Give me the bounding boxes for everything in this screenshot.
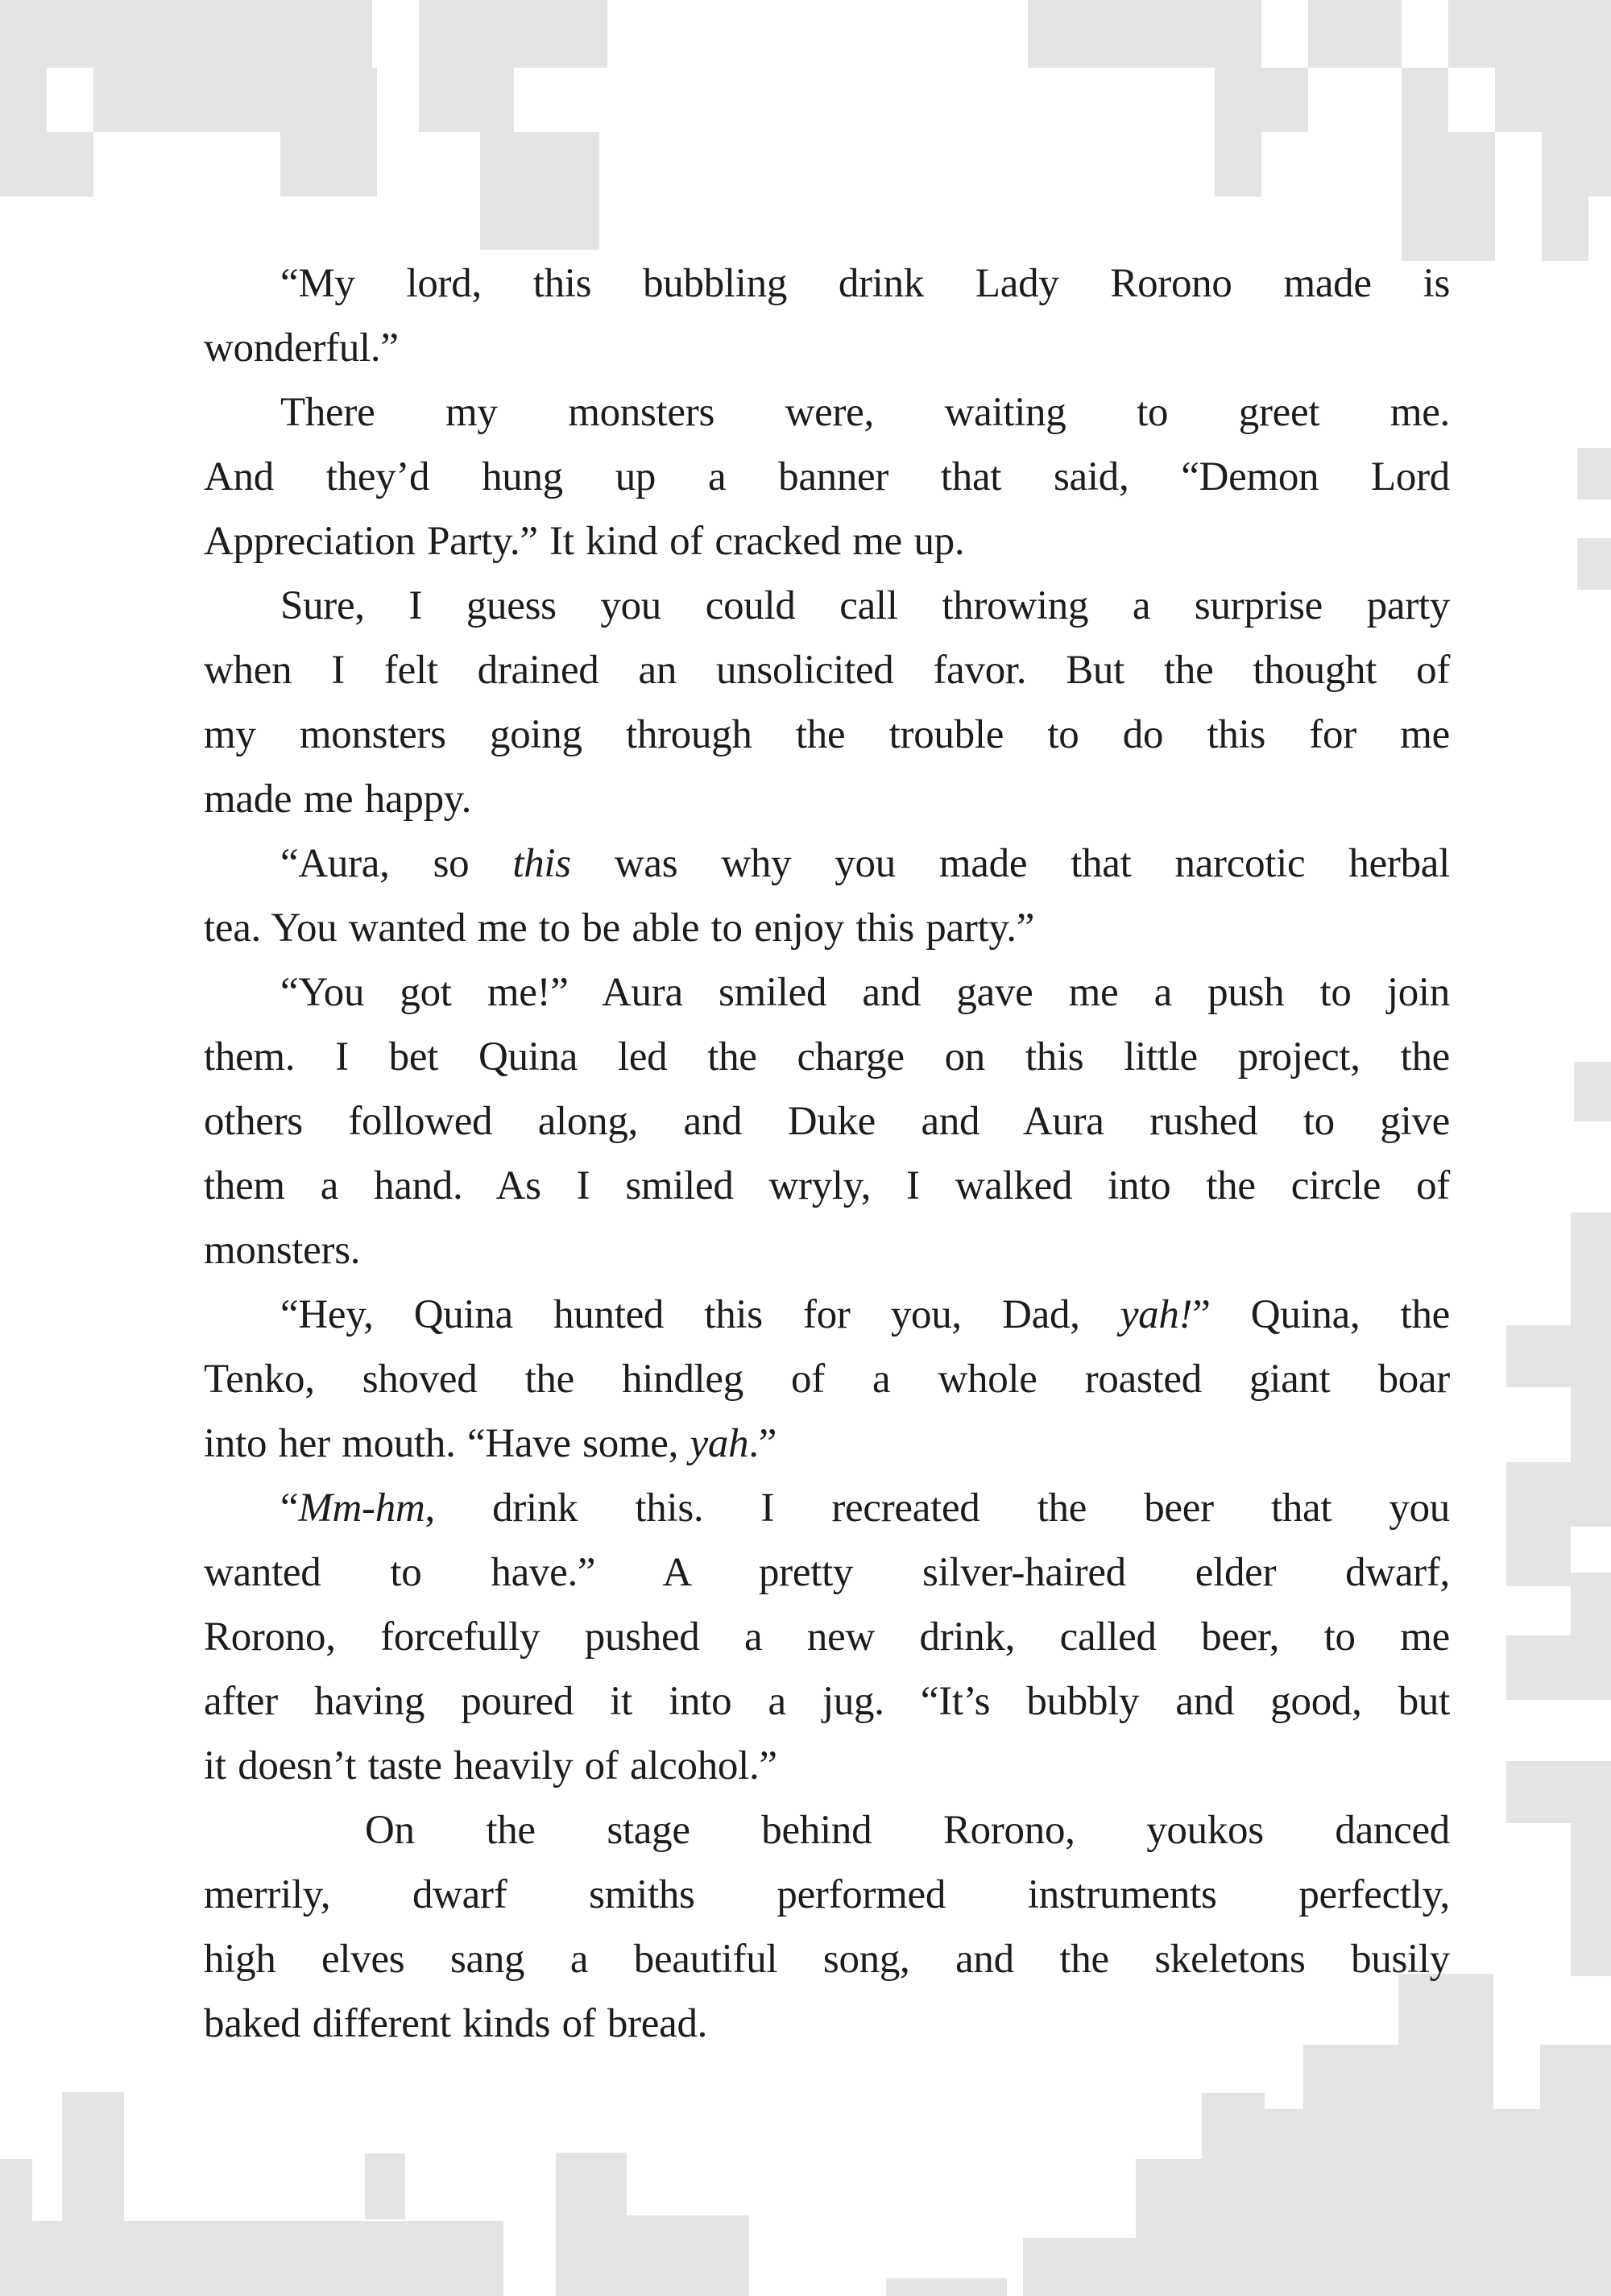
mosaic-square — [886, 2278, 1007, 2296]
italic-text-segment: yah — [690, 1421, 749, 1466]
text-segment: , drink this. I recreated the beer that you — [424, 1486, 1450, 1531]
text-segment: “My lord, this bubbling drink Lady Rorono made is — [280, 261, 1450, 306]
mosaic-square — [1542, 132, 1611, 197]
text-segment: when I felt drained an unsolicited favor. But the thought of — [204, 648, 1450, 693]
text-segment: it doesn’t taste heavily of alcohol.” — [204, 1743, 777, 1788]
text-line — [204, 251, 1450, 316]
text-segment: monsters. — [204, 1228, 361, 1273]
text-segment: tea. You wanted me to be able to enjoy this party.” — [204, 906, 1035, 951]
text-line — [204, 896, 1450, 960]
mosaic-square — [1577, 538, 1611, 590]
text-segment: my monsters going through the trouble to do this for me — [204, 712, 1450, 757]
text-line — [204, 316, 1450, 380]
mosaic-square — [1577, 448, 1611, 499]
text-segment: ” Quina, the — [1192, 1292, 1450, 1337]
text-segment: On the stage behind Rorono, youkos danced — [365, 1808, 1450, 1853]
mosaic-square — [1571, 1212, 1611, 1527]
mosaic-square — [280, 68, 377, 197]
text-segment: made me happy. — [204, 777, 472, 822]
text-line — [204, 1218, 1450, 1283]
mosaic-square — [1448, 132, 1495, 261]
text-segment: And they’d hung up a banner that said, “Demon Lord — [204, 454, 1450, 499]
text-segment: Rorono, forcefully pushed a new drink, called beer, to me — [204, 1614, 1450, 1660]
italic-text-segment: Mm-hm — [298, 1486, 425, 1531]
text-segment: after having poured it into a jug. “It’s bubbly and good, but — [204, 1679, 1450, 1724]
text-line — [204, 767, 1450, 831]
mosaic-square — [1495, 68, 1611, 132]
text-line — [204, 1540, 1450, 1605]
text-segment: .” — [748, 1421, 777, 1466]
text-line — [204, 445, 1450, 509]
text-line — [204, 1154, 1450, 1218]
text-line — [204, 1347, 1450, 1411]
text-line — [204, 509, 1450, 574]
mosaic-square — [1257, 2109, 1611, 2174]
text-segment: them. I bet Quina led the charge on this little project, the — [204, 1034, 1450, 1080]
text-segment: “You got me!” Aura smiled and gave me a push to join — [280, 970, 1450, 1015]
text-line — [204, 1283, 1450, 1347]
mosaic-square — [1506, 1325, 1571, 1387]
text-line — [204, 1476, 1450, 1540]
text-segment: wonderful.” — [204, 325, 399, 371]
text-line — [204, 380, 1450, 445]
mosaic-square — [1574, 1062, 1611, 1121]
text-segment: was why you made that narcotic herbal — [570, 841, 1450, 886]
mosaic-square — [365, 2153, 405, 2219]
mosaic-square — [1540, 2045, 1611, 2109]
text-line — [204, 1927, 1450, 1991]
text-segment: others followed along, and Duke and Aura rushed to give — [204, 1099, 1450, 1144]
text-line — [204, 1991, 1450, 2056]
italic-text-segment: yah! — [1120, 1292, 1193, 1337]
mosaic-square — [1163, 2174, 1611, 2238]
text-line — [204, 638, 1450, 702]
mosaic-square — [1506, 1635, 1571, 1700]
text-line — [204, 1411, 1450, 1476]
text-line — [204, 1669, 1450, 1734]
text-line — [204, 1089, 1450, 1154]
mosaic-square — [1542, 197, 1588, 261]
mosaic-square — [0, 0, 372, 68]
mosaic-square — [556, 2153, 627, 2296]
text-line — [204, 1605, 1450, 1669]
mosaic-square — [419, 0, 607, 68]
text-segment: Sure, I guess you could call throwing a surprise party — [280, 583, 1450, 628]
mosaic-square — [1402, 68, 1448, 261]
mosaic-square — [1215, 68, 1308, 132]
text-segment: Tenko, shoved the hindleg of a whole roasted giant boar — [204, 1357, 1450, 1402]
text-line — [204, 1734, 1450, 1798]
text-segment: Appreciation Party.” It kind of cracked me up. — [204, 519, 965, 564]
mosaic-square — [93, 68, 280, 132]
mosaic-square — [0, 2221, 503, 2296]
text-segment: baked different kinds of bread. — [204, 2001, 708, 2046]
text-line — [204, 702, 1450, 767]
mosaic-square — [1571, 1573, 1611, 1700]
text-line — [204, 831, 1450, 896]
mosaic-square — [1571, 1823, 1611, 1976]
text-segment: “ — [280, 1486, 299, 1531]
text-line — [204, 574, 1450, 638]
mosaic-square — [1308, 0, 1402, 68]
mosaic-square — [1506, 1462, 1571, 1586]
mosaic-square — [627, 2215, 749, 2296]
text-segment: them a hand. As I smiled wryly, I walked into the circle of — [204, 1163, 1450, 1208]
italic-text-segment: this — [512, 841, 571, 886]
text-line — [204, 1025, 1450, 1089]
mosaic-square — [1023, 2238, 1611, 2296]
text-segment: into her mouth. “Have some, — [204, 1421, 690, 1466]
text-line — [204, 1863, 1450, 1927]
text-segment: “Hey, Quina hunted this for you, Dad, — [280, 1292, 1120, 1337]
mosaic-square — [0, 68, 47, 132]
text-segment: high elves sang a beautiful song, and the skeletons busily — [204, 1937, 1450, 1982]
mosaic-square — [1028, 0, 1261, 68]
mosaic-square — [1448, 0, 1611, 68]
text-line — [204, 1798, 1450, 1863]
text-segment: “Aura, so — [280, 841, 513, 886]
text-segment: wanted to have.” A pretty silver-haired elder dwarf, — [204, 1550, 1450, 1595]
mosaic-square — [419, 68, 514, 132]
mosaic-square — [480, 132, 599, 250]
mosaic-square — [0, 132, 93, 197]
page-text — [204, 251, 1450, 2056]
mosaic-square — [1215, 132, 1261, 197]
text-segment: merrily, dwarf smiths performed instruments perfectly, — [204, 1872, 1450, 1917]
text-segment: There my monsters were, waiting to greet me. — [280, 390, 1450, 435]
mosaic-square — [1506, 1761, 1611, 1823]
text-line — [204, 960, 1450, 1025]
